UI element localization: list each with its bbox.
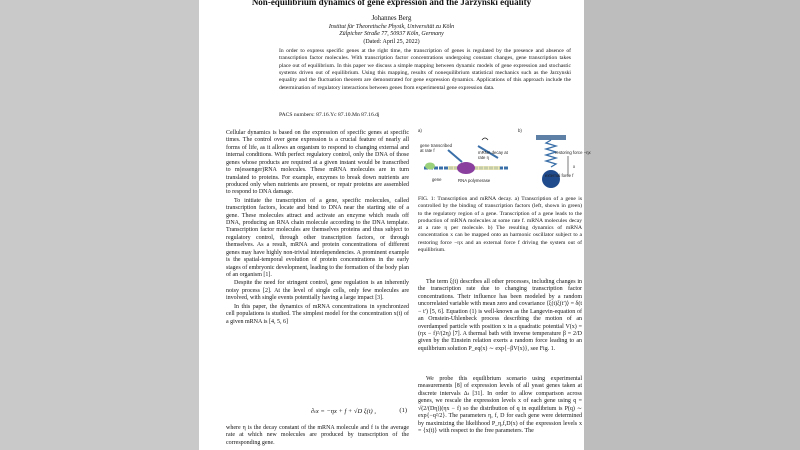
right-column-continued [418,376,582,435]
equation-body: ∂ₜx = −ηx + f + √D ξ(t) , [311,408,376,415]
paragraph: Despite the need for stringent control, gene regulation is an inherently noisy process [2]. At the level of single cells, only few molecules are involved, with single events potentially having a large impact [3]. [226,280,409,302]
label-polymerase: RNA polymerase [458,178,491,183]
paragraph: The term ξ(t) describes all other processes, including changes in the transcription rate due to changing transcription factor concentrations. Their influence has been modeled by a random uncorrelated variable with mean zero and covariance ⟨ξ(t)ξ(t′)⟩ = δ(t − t′) [5, 6]. Equation (1) is well-known as the Langevin-equation of an Ornstein-Uhlenbeck process describing the motion of an overdamped particle with position x in a quadratic potential V(x) = (ηx − f)²/(2η) [7]. A thermal bath with inverse temperature β = 2/D given by the Einstein relation exerts a random force leading to an equilibrium solution P_eq(x) ∼ exp{−βV(x)}, see Fig. 1. [418,279,582,352]
left-margin [0,0,199,450]
label-gene: gene [432,177,442,182]
affiliation-line-2: Zülpicher Straße 77, 50937 Köln, Germany [339,31,444,38]
pacs-numbers: PACS numbers: 87.16.Yc 87.10.Mn 87.16.dj [279,112,380,118]
transcription-factor [425,163,435,170]
panel-b-label: b) [518,128,522,133]
dated: (Dated: April 25, 2022) [363,39,420,45]
label-x: x [573,164,576,169]
paragraph: We probe this equilibrium scenario using experimental measurements [8] of expression levels of all yeast genes taken at discrete intervals Δₜ [31]. In order to allow comparison across genes, we rescale the expression levels x of each gene using q = √(2/(Dη))(ηx − f) so the distribution of q in equilibrium is P(q) ∼ exp{−q²/2}. The parameters η, f, D for each gene were determined by maximizing the likelihood P_η,f,D(x) of the expression levels x = {x(t)} with respect to the free parameters. The [418,376,582,434]
paragraph: where η is the decay constant of the mRNA molecule and f is the average rate at which new molecules are produced by transcription of the corresponding gene. [226,425,409,446]
label-gene-transcribed: gene transcribed at rate f [420,143,453,153]
paragraph: To initiate the transcription of a gene, specific molecules, called transcription factors, locate and bind to DNA near the starting site of a gene. These molecules attract and activate an enzyme which reads off DNA, producing an RNA chain molecule according to the DNA template. Transcription factor molecules are themselves proteins and thus subject to regulatory control, through other transcription factors, or through themselves. As a result, mRNA and protein concentrations of different genes may have highly non-trivial interdependencies. A prominent example is the spatial-temporal evolution of protein concentrations in the early stages of embryonic development, leading to the formation of the body plan of an organism [1]. [226,197,409,279]
spring-mount [536,135,566,140]
author-name: Johannes Berg [371,15,412,22]
equation-number: (1) [399,407,407,414]
figure-drawing [418,128,582,194]
label-restoring-force: restoring force −ηx [555,150,591,155]
label-external-force: external force f [545,173,574,178]
paragraph: Cellular dynamics is based on the expression of specific genes at specific times. The control over gene expression is a crucial feature of nearly all forms of life, as it allows an organism to respond to changing external and internal conditions. With perfect regulatory control, only the DNA of those genes whose products are required at a given instant would be transcribed to m(essenger)RNA molecules. These mRNA molecules are in turn translated to proteins. For example, enzymes to break down nutrients are produced only when nutrients are present, or repair proteins are assembled to respond to DNA damage. [226,130,409,196]
right-column [418,279,582,353]
right-margin [584,0,800,450]
paper-title: Non-equilibrium dynamics of gene expression and the Jarzynski equality [251,0,532,7]
panel-a-label: a) [418,128,422,133]
label-mrna-decay: mRNA decay at rate η [478,150,508,160]
left-column [226,130,409,326]
abstract: In order to express specific genes at the right time, the transcription of genes is regulated by the presence and absence of transcription factor molecules. With transcription factor concentrations undergoing constant changes, gene transcription takes place out of equilibrium. In this paper we discuss a simple mapping between dynamic models of gene expression and stochastic systems driven out of equilibrium. Using this mapping, results of nonequilibrium statistical mechanics such as the Jarzynski equality and the fluctuation theorem are demonstrated for gene expression dynamics. Applications of this approach include the determination of regulatory interactions between genes from experimental gene expression data. [279,48,571,91]
left-column-continued [226,425,409,447]
figure-1 [418,128,591,194]
paragraph: In this paper, the dynamics of mRNA concentrations in synchronized cell populations is studied. The simplest model for the concentration x(t) of a given mRNA is [4, 5, 6] [226,303,409,325]
figure-caption: FIG. 1: Transcription and mRNA decay. a) Transcription of a gene is controlled by the binding of transcription factors (left, shown in green) to the regulatory region of a gene. Transcription of a gene leads to the production of mRNA molecules at some rate f. mRNA molecules decay at a rate η per molecule. b) The resulting dynamics of mRNA concentration x can be mapped onto an harmonic oscillator subject to a restoring force −ηx and an external force f driving the system out of equilibrium. [418,196,582,254]
decay-arrow [482,138,488,140]
affiliation [199,24,584,39]
paper-page [199,0,591,450]
rna-polymerase [457,162,475,174]
affiliation-line-1: Institut für Theoretische Physik, Universität zu Köln [328,24,455,30]
